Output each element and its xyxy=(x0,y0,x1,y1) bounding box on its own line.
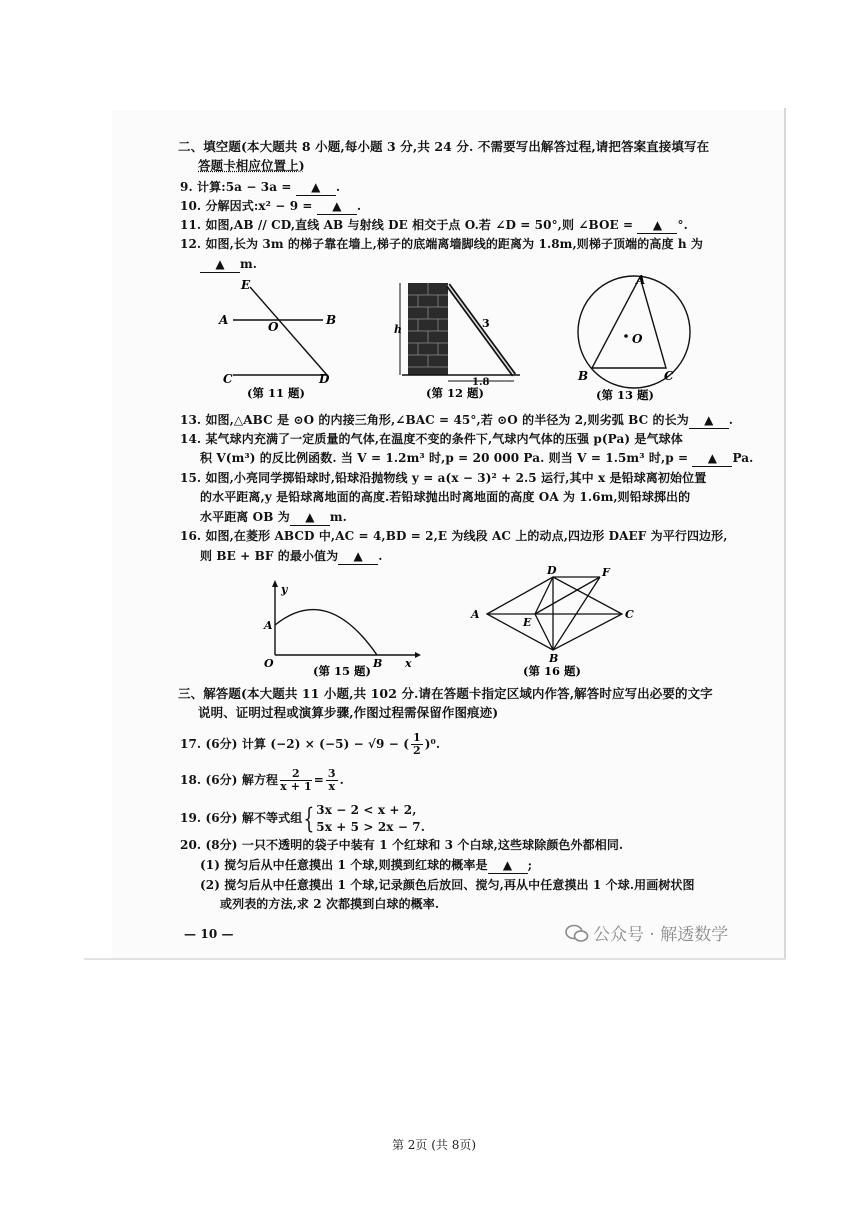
answer-blank: ▲ xyxy=(637,218,677,234)
page-footer: 第 2页 (共 8页) xyxy=(391,1138,477,1152)
question-14-cont: 积 V(m³) 的反比例函数. 当 V = 1.2m³ 时,p = 20 000 Pa. 则当 V = 1.5m³ 时,p = ▲ Pa. xyxy=(200,451,754,465)
question-17: 17. (6分) 计算 (−2) × (−5) − √9 − ( $\frac{1}{2}$ )⁰. xyxy=(180,731,441,757)
label-h: h xyxy=(394,323,402,336)
answer-blank: ▲ xyxy=(689,413,729,429)
question-18: 18. (6分) 解方程 $\frac{2}{x + 1}$ = $\frac{3}{x}$ . xyxy=(180,767,344,793)
label-B: B xyxy=(326,313,337,327)
figure-15-caption: (第 15 题) xyxy=(313,664,371,678)
question-14: 14. 某气球内充满了一定质量的气体,在温度不变的条件下,气球内气体的压强 p(Pa) 是气球体 xyxy=(180,432,683,446)
answer-blank: ▲ xyxy=(338,549,378,565)
label-C: C xyxy=(664,369,674,383)
answer-blank: ▲ xyxy=(692,451,732,467)
question-12-cont: ▲ m. xyxy=(200,257,257,273)
question-10: 10. 分解因式:x² − 9 = ▲ . xyxy=(180,199,362,213)
section-2-header: 二、填空题(本大题共 8 小题,每小题 3 分,共 24 分. 不需要写出解答过程,请把答案直接填写在 xyxy=(178,139,710,154)
label-x: x xyxy=(405,657,412,670)
label-C: C xyxy=(625,608,634,621)
scan-edge xyxy=(84,958,786,960)
label-E: E xyxy=(241,278,251,292)
question-12: 12. 如图,长为 3m 的梯子靠在墙上,梯子的底端离墙脚线的距离为 1.8m,则梯子顶端的高度 h 为 xyxy=(180,237,704,251)
label-O: O xyxy=(268,320,279,334)
label-D: D xyxy=(319,372,330,386)
figure-16 xyxy=(465,562,645,682)
watermark: 公众号 · 解透数学 xyxy=(565,920,728,945)
section-2-header-cont: 答题卡相应位置上) xyxy=(198,158,305,173)
question-9: 9. 计算:5a − 3a = ▲ . xyxy=(180,180,341,194)
label-F: F xyxy=(602,566,610,579)
answer-blank: ▲ xyxy=(290,510,330,526)
answer-blank: ▲ xyxy=(317,199,357,215)
answer-blank: ▲ xyxy=(296,180,336,196)
fraction: $\frac{1}{2}$ xyxy=(412,731,421,757)
label-base-distance: 1.8 xyxy=(472,377,490,388)
wechat-icon xyxy=(565,923,589,943)
question-13: 13. 如图,△ABC 是 ⊙O 的内接三角形,∠BAC = 45°,若 ⊙O 的半径为 2,则劣弧 BC 的长为 ▲ . xyxy=(180,413,734,427)
figure-11 xyxy=(205,275,355,405)
question-11: 11. 如图,AB // CD,直线 AB 与射线 DE 相交于点 O.若 ∠D = 50°,则 ∠BOE = ▲ °. xyxy=(180,218,688,232)
section-3-header-cont: 说明、证明过程或演算步骤,作图过程需保留作图痕迹) xyxy=(198,705,499,720)
question-19: 19. (6分) 解不等式组{ 3x − 2 < x + 2, 5x + 5 > 2x − 7. xyxy=(180,801,425,835)
label-B: B xyxy=(549,652,559,665)
page-number: — 10 — xyxy=(184,927,234,941)
question-20: 20. (8分) 一只不透明的袋子中装有 1 个红球和 3 个白球,这些球除颜色外都相同. xyxy=(180,838,624,852)
label-B: B xyxy=(578,369,589,383)
fraction: $\frac{2}{x + 1}$ xyxy=(280,767,312,793)
label-y: y xyxy=(281,583,288,596)
figure-13 xyxy=(570,272,700,405)
label-A: A xyxy=(264,619,273,632)
scan-edge xyxy=(784,108,786,960)
label-D: D xyxy=(547,564,557,577)
label-O: O xyxy=(632,332,643,346)
answer-blank: ▲ xyxy=(488,858,528,874)
label-B: B xyxy=(373,657,383,670)
figure-12-caption: (第 12 题) xyxy=(426,386,484,400)
figure-12 xyxy=(388,275,528,405)
figure-15 xyxy=(255,575,425,680)
answer-blank: ▲ xyxy=(200,257,240,273)
label-ladder-length: 3 xyxy=(482,317,490,330)
question-16-cont: 则 BE + BF 的最小值为 ▲ . xyxy=(200,549,383,563)
label-C: C xyxy=(223,372,233,386)
figure-13-caption: (第 13 题) xyxy=(596,388,654,402)
section-3-header: 三、解答题(本大题共 11 小题,共 102 分.请在答题卡指定区域内作答,解答时应写出必要的文字 xyxy=(178,686,713,701)
question-20-part-2-cont: 或列表的方法,求 2 次都摸到白球的概率. xyxy=(220,897,440,911)
figure-11-caption: (第 11 题) xyxy=(247,386,305,400)
label-E: E xyxy=(523,616,532,629)
label-A: A xyxy=(636,273,646,287)
question-15-cont: 水平距离 OB 为 ▲ m. xyxy=(200,510,347,524)
question-16: 16. 如图,在菱形 ABCD 中,AC = 4,BD = 2,E 为线段 AC 上的动点,四边形 DAEF 为平行四边形, xyxy=(180,529,728,543)
question-20-part-2: (2) 搅匀后从中任意摸出 1 个球,记录颜色后放回、搅匀,再从中任意摸出 1 个球.用画树状图 xyxy=(200,878,695,892)
question-15: 15. 如图,小亮同学掷铅球时,铅球沿抛物线 y = a(x − 3)² + 2.5 运行,其中 x 是铅球离初始位置 xyxy=(180,471,707,485)
label-A: A xyxy=(219,313,229,327)
question-20-part-1: (1) 搅匀后从中任意摸出 1 个球,则摸到红球的概率是 ▲ ; xyxy=(200,858,533,872)
figure-16-caption: (第 16 题) xyxy=(523,664,581,678)
fraction: $\frac{3}{x}$ xyxy=(327,767,336,793)
label-O: O xyxy=(264,657,274,670)
question-15-cont: 的水平距离,y 是铅球离地面的高度.若铅球抛出时离地面的高度 OA 为 1.6m,则铅球掷出的 xyxy=(200,490,691,504)
label-A: A xyxy=(471,608,480,621)
